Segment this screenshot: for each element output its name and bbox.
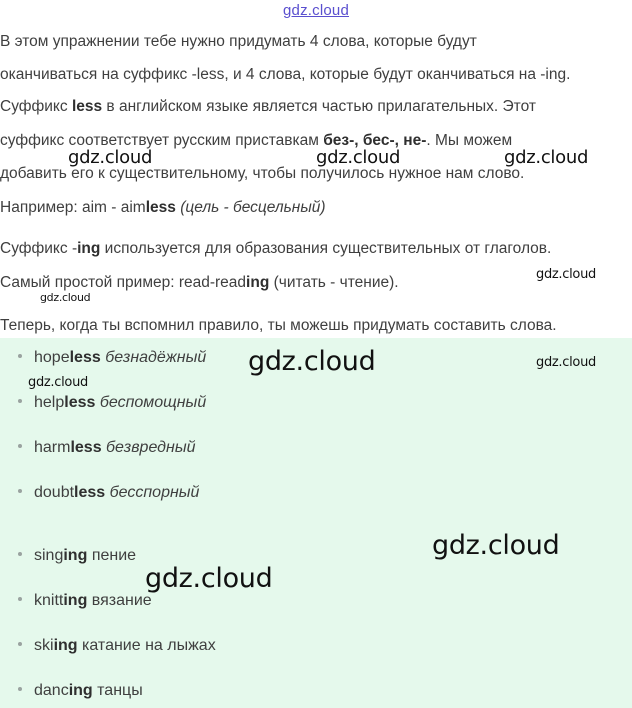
word-stem: harm xyxy=(34,439,71,456)
intro-line: В этом упражнении тебе нужно придумать 4 слова, которые будут xyxy=(0,33,477,50)
site-brand[interactable]: gdz.cloud xyxy=(282,2,349,19)
rule-text: Суффикс xyxy=(0,98,72,115)
watermark-text: gdz.cloud xyxy=(504,147,589,168)
intro-line: оканчиваться на суффикс -less, и 4 слова, которые будут оканчиваться на -ing. xyxy=(0,66,571,83)
word-translation: пение xyxy=(91,547,137,564)
list-item xyxy=(18,680,143,702)
word-suffix: ing xyxy=(68,682,93,699)
example-text: (читать - чтение). xyxy=(269,274,399,291)
watermark-text: gdz.cloud xyxy=(68,147,153,168)
bullet-icon xyxy=(18,354,22,358)
suffix-less-bold: less xyxy=(71,98,103,115)
bullet-icon xyxy=(18,642,22,646)
watermark-text: gdz.cloud xyxy=(316,147,401,168)
word-stem: hope xyxy=(34,349,70,366)
example-line xyxy=(0,198,326,218)
rule-text: используется для образования существительных от глаголов. xyxy=(100,240,552,257)
example-translation: (цель - бесцельный) xyxy=(175,199,326,216)
rule-less-line xyxy=(0,97,536,117)
list-item xyxy=(18,635,216,657)
word-suffix: ing xyxy=(63,592,88,609)
word-translation: катание на лыжах xyxy=(82,637,216,654)
list-item xyxy=(18,482,199,504)
watermark-text: gdz.cloud xyxy=(28,375,88,390)
rule-ing-line xyxy=(0,239,551,259)
example-suffix-bold: less xyxy=(145,199,176,216)
word-suffix: less xyxy=(64,394,96,411)
word-stem: doubt xyxy=(34,484,75,501)
word-stem: knitt xyxy=(34,592,64,609)
word-translation: беспомощный xyxy=(99,394,207,411)
watermark-text: gdz.cloud xyxy=(248,346,376,377)
closing-line: Теперь, когда ты вспомнил правило, ты можешь придумать составить слова. xyxy=(0,317,557,334)
watermark-text: gdz.cloud xyxy=(536,355,596,370)
word-stem: ski xyxy=(34,637,54,654)
suffix-ing-bold: ing xyxy=(77,240,101,257)
bullet-icon xyxy=(18,597,22,601)
word-translation: безвредный xyxy=(106,439,196,456)
list-item xyxy=(18,392,206,414)
rule-text: суффикс соответствует русским приставкам xyxy=(0,132,324,149)
list-item xyxy=(18,545,136,567)
bullet-icon xyxy=(18,399,22,403)
list-item xyxy=(18,590,152,612)
bullet-icon xyxy=(18,444,22,448)
rule-text: в английском языке является частью прилагательных. Этот xyxy=(102,98,536,115)
watermark-text: gdz.cloud xyxy=(432,530,560,561)
russian-prefixes-bold: без-, бес-, не- xyxy=(323,132,427,149)
example-suffix-bold: ing xyxy=(246,274,270,291)
rule-text: Суффикс - xyxy=(0,240,78,257)
word-translation: вязание xyxy=(91,592,152,609)
watermark-text: gdz.cloud xyxy=(145,563,273,594)
word-translation: танцы xyxy=(97,682,143,699)
intro-line: добавить его к существительному, чтобы получилось нужное нам слово. xyxy=(0,165,525,182)
simple-example-line xyxy=(0,273,399,293)
rule-text: . Мы можем xyxy=(426,132,513,149)
bullet-icon xyxy=(18,552,22,556)
bullet-icon xyxy=(18,687,22,691)
word-suffix: ing xyxy=(53,637,78,654)
word-suffix: less xyxy=(74,484,106,501)
word-stem: danc xyxy=(34,682,69,699)
watermark-text: gdz.cloud xyxy=(536,267,596,282)
word-suffix: ing xyxy=(63,547,88,564)
word-suffix: less xyxy=(70,439,102,456)
word-translation: бесспорный xyxy=(109,484,200,501)
bullet-icon xyxy=(18,489,22,493)
word-stem: sing xyxy=(34,547,64,564)
word-stem: help xyxy=(34,394,65,411)
example-text: Самый простой пример: read-read xyxy=(0,274,247,291)
list-item xyxy=(18,437,196,459)
word-suffix: less xyxy=(69,349,101,366)
example-text: Например: aim - aim xyxy=(0,199,146,216)
word-translation: безнадёжный xyxy=(105,349,207,366)
watermark-text: gdz.cloud xyxy=(40,291,91,304)
list-item xyxy=(18,347,206,369)
